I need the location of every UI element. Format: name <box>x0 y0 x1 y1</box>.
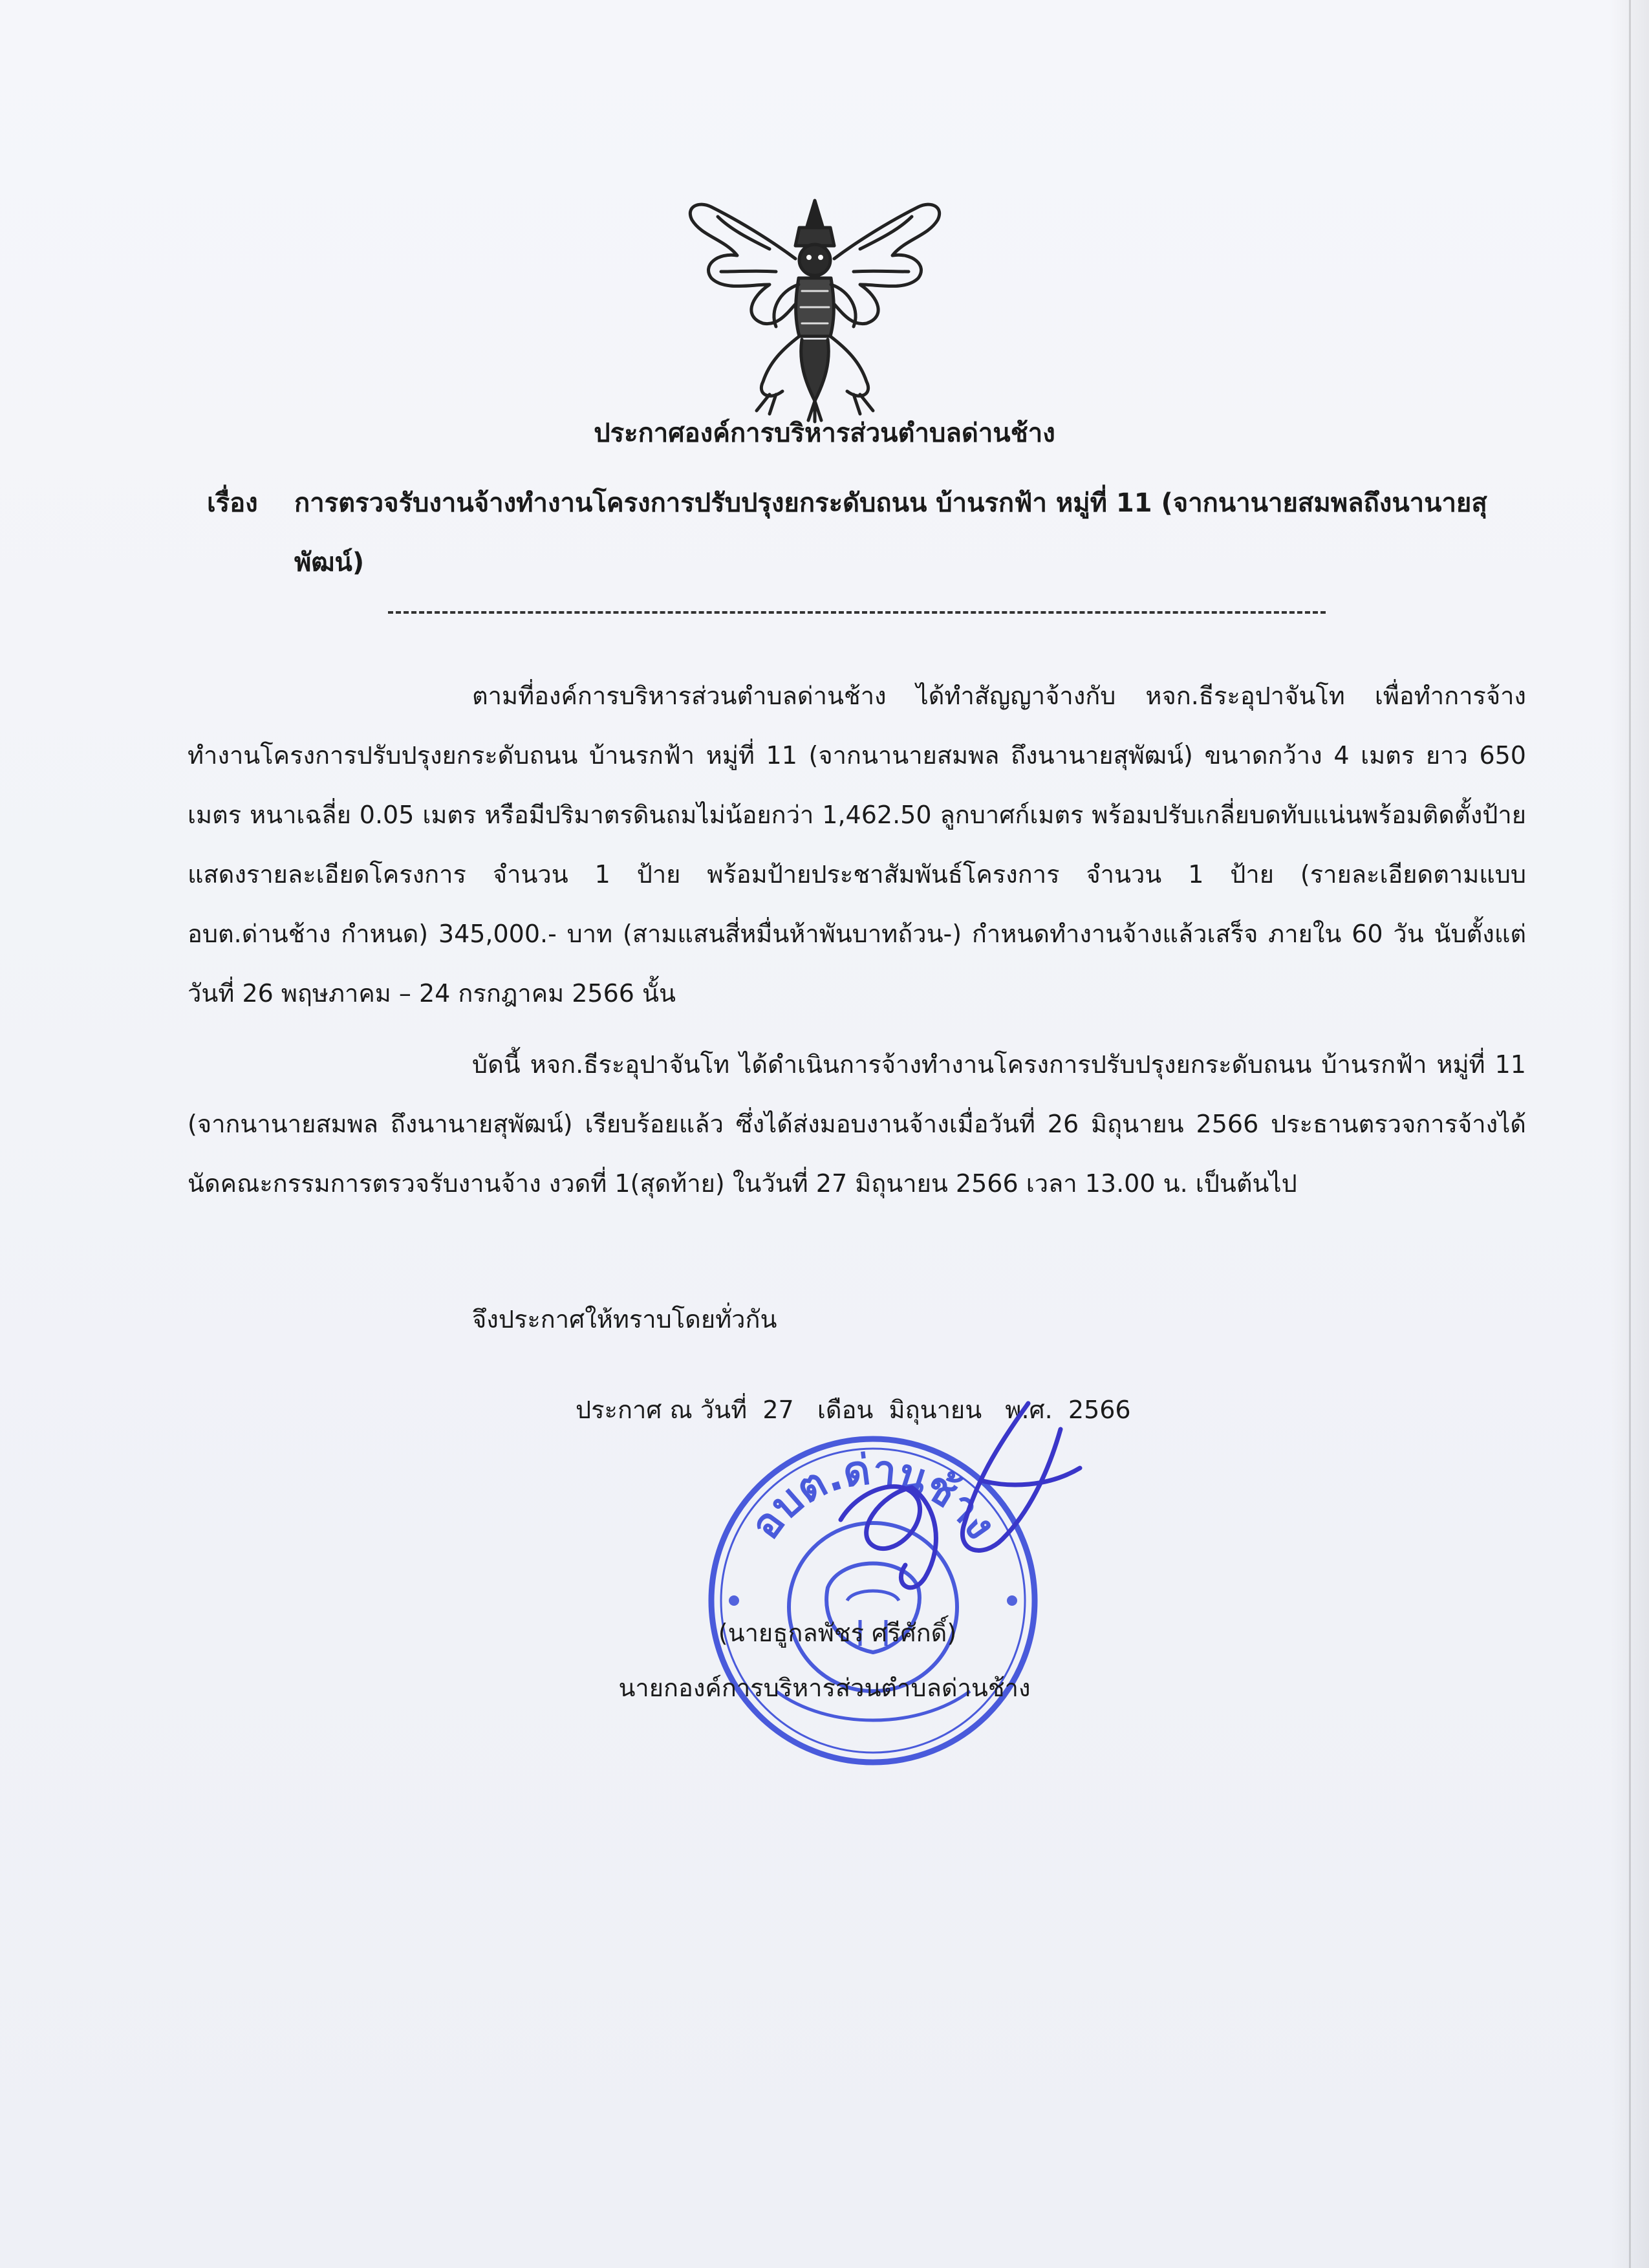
stamp-text: อบต.ด่านช้าง <box>741 1446 1005 1548</box>
body-paragraph-2: บัดนี้ หจก.ธีระอุปาจันโท ได้ดำเนินการจ้างทำงานโครงการปรับปรุงยกระดับถนน บ้านรกฟ้า หมู่ที่ 11 (จากนานายสมพล ถึงนานายสุพัฒน์) เรียบร้อยแล้ว ซึ่งได้ส่งมอบงานจ้างเมื่อวันที่ 26 มิถุนายน 2566 ประธานตรวจการจ้างได้นัดคณะกรรมการตรวจรับงานจ้าง งวดที่ 1(สุดท้าย) ในวันที่ 27 มิถุนายน 2566 เวลา 13.00 น. เป็นต้นไป <box>188 1050 1526 1198</box>
page-edge-line <box>1629 0 1631 2268</box>
body-paragraph-1: ตามที่องค์การบริหารส่วนตำบลด่านช้าง ได้ทำสัญญาจ้างกับ หจก.ธีระอุปาจันโท เพื่อทำการจ้างทำงานโครงการปรับปรุงยกระดับถนน บ้านรกฟ้า หมู่ที่ 11 (จากนานายสมพล ถึงนานายสุพัฒน์) ขนาดกว้าง 4 เมตร ยาว 650 เมตร หนาเฉลี่ย 0.05 เมตร หรือมีปริมาตรดินถมไม่น้อยกว่า 1,462.50 ลูกบาศก์เมตร พร้อมปรับเกลี่ยบดทับแน่นพร้อมติดตั้งป้ายแสดงรายละเอียดโครงการ จำนวน 1 ป้าย พร้อมป้ายประชาสัมพันธ์โครงการ จำนวน 1 ป้าย (รายละเอียดตามแบบ อบต.ด่านช้าง กำหนด) 345,000.- บาท (สามแสนสี่หมื่นห้าพันบาทถ้วน-) กำหนดทำงานจ้างแล้วเสร็จ ภายใน 60 วัน นับตั้งแต่วันที่ 26 พฤษภาคม – 24 กรกฎาคม 2566 นั้น <box>188 682 1526 1008</box>
garuda-emblem-icon <box>673 188 957 427</box>
subject-label: เรื่อง <box>207 488 258 518</box>
signer-name: (นายธูกลพัชร ศรีศักดิ์) <box>718 1619 957 1647</box>
closing-line: จึงประกาศให้ทราบโดยทั่วกัน <box>472 1305 777 1334</box>
subject-text: การตรวจรับงานจ้างทำงานโครงการปรับปรุงยกระดับถนน บ้านรกฟ้า หมู่ที่ 11 (จากนานายสมพลถึงนานายสุพัฒน์) <box>294 488 1487 578</box>
signer-position: นายกองค์การบริหารส่วนตำบลด่านช้าง <box>618 1674 1031 1702</box>
announcement-date: ประกาศ ณ วันที่ 27 เดือน มิถุนายน พ.ศ. 2566 <box>576 1396 1131 1424</box>
announcement-title: ประกาศองค์การบริหารส่วนตำบลด่านช้าง <box>594 418 1055 448</box>
subject-block <box>207 473 1552 592</box>
dashed-divider <box>388 611 1326 614</box>
handwritten-signature <box>815 1390 1086 1610</box>
